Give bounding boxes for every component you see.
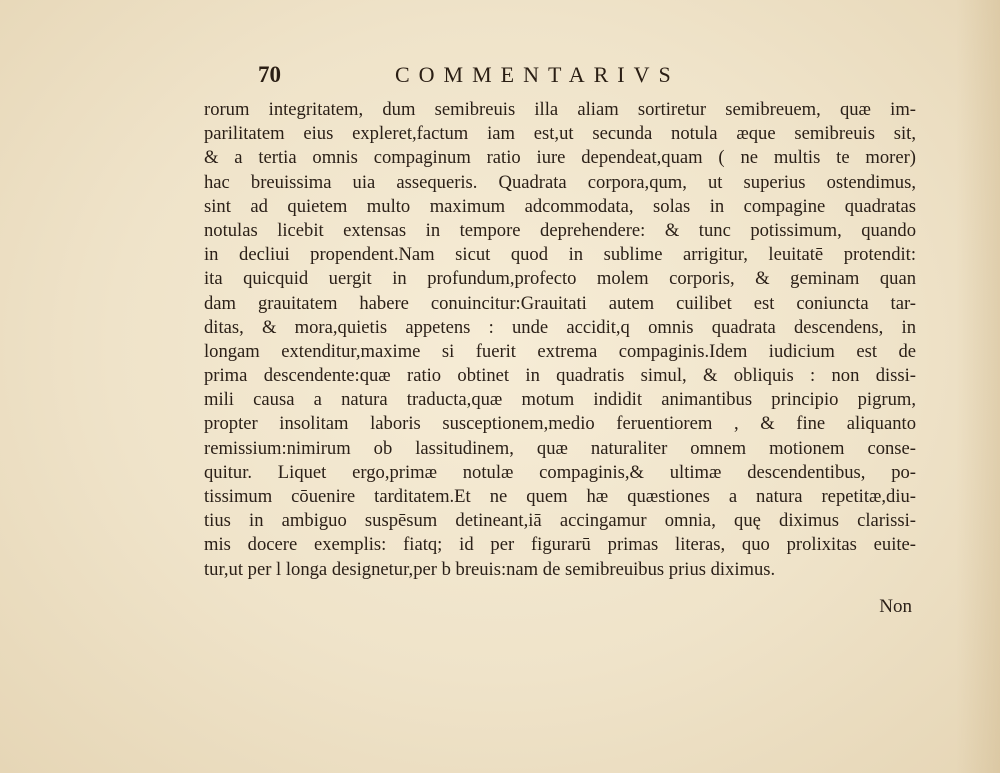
text-line: longam extenditur,maxime si fuerit extrema compaginis.Idem iudicium est de (204, 340, 916, 362)
text-line: tur,ut per l longa designetur,per b breuis:nam de semibreuibus prius diximus. (204, 558, 776, 580)
text-line: tius in ambiguo suspēsum detineant,iā accingamur omnia, quę diximus clarissi- (204, 510, 916, 532)
text-line: prima descendente:quæ ratio obtinet in quadratis simul, & obliquis : non dissi- (204, 365, 916, 387)
running-title: COMMENTARIVS (395, 62, 680, 87)
text-line: remissium:nimirum ob lassitudinem, quæ naturaliter omnem motionem conse- (204, 437, 916, 459)
text-line: mili causa a natura traducta,quæ motum indidit animantibus principio pigrum, (204, 389, 916, 411)
text-line: rorum integritatem, dum semibreuis illa aliam sortiretur semibreuem, quæ im- (204, 99, 916, 120)
text-line: sint ad quietem multo maximum adcommodata, solas in compagine quadratas (204, 195, 916, 217)
text-line: in decliui propendent.Nam sicut quod in sublime arrigitur, leuitatē protendit: (204, 244, 916, 266)
text-line: quitur. Liquet ergo,primæ notulæ compaginis,& ultimæ descendentibus, po- (204, 461, 916, 483)
text-line: hac breuissima uia assequeris. Quadrata corpora,qum, ut superius ostendimus, (204, 171, 916, 193)
text-line: ditas, & mora,quietis appetens : unde accidit,q omnis quadrata descendens, in (204, 316, 916, 338)
body-text (204, 98, 916, 582)
page-edge-shadow (956, 0, 1000, 773)
text-line: notulas licebit extensas in tempore deprehendere: & tunc potissimum, quando (204, 219, 916, 241)
text-line: mis docere exemplis: fiatq; id per figurarū primas literas, quo prolixitas euite- (204, 534, 916, 556)
page-number: 70 (258, 62, 281, 87)
text-line: ita quicquid uergit in profundum,profecto molem corporis, & geminam quan (204, 268, 916, 290)
text-line: propter insolitam laboris susceptionem,medio feruentiorem , & fine aliquanto (204, 413, 916, 435)
text-line: & a tertia omnis compaginum ratio iure dependeat,quam ( ne multis te morer) (204, 147, 916, 169)
text-line: parilitatem eius expleret,factum iam est,ut secunda notula æque semibreuis sit, (204, 123, 916, 145)
catchword: Non (879, 596, 912, 617)
text-line: tissimum cōuenire tarditatem.Et ne quem hæ quæstiones a natura repetitæ,diu- (204, 486, 916, 507)
text-line: dam grauitatem habere conuincitur:Grauitati autem cuilibet est coniuncta tar- (204, 292, 916, 314)
running-header (0, 62, 1000, 92)
